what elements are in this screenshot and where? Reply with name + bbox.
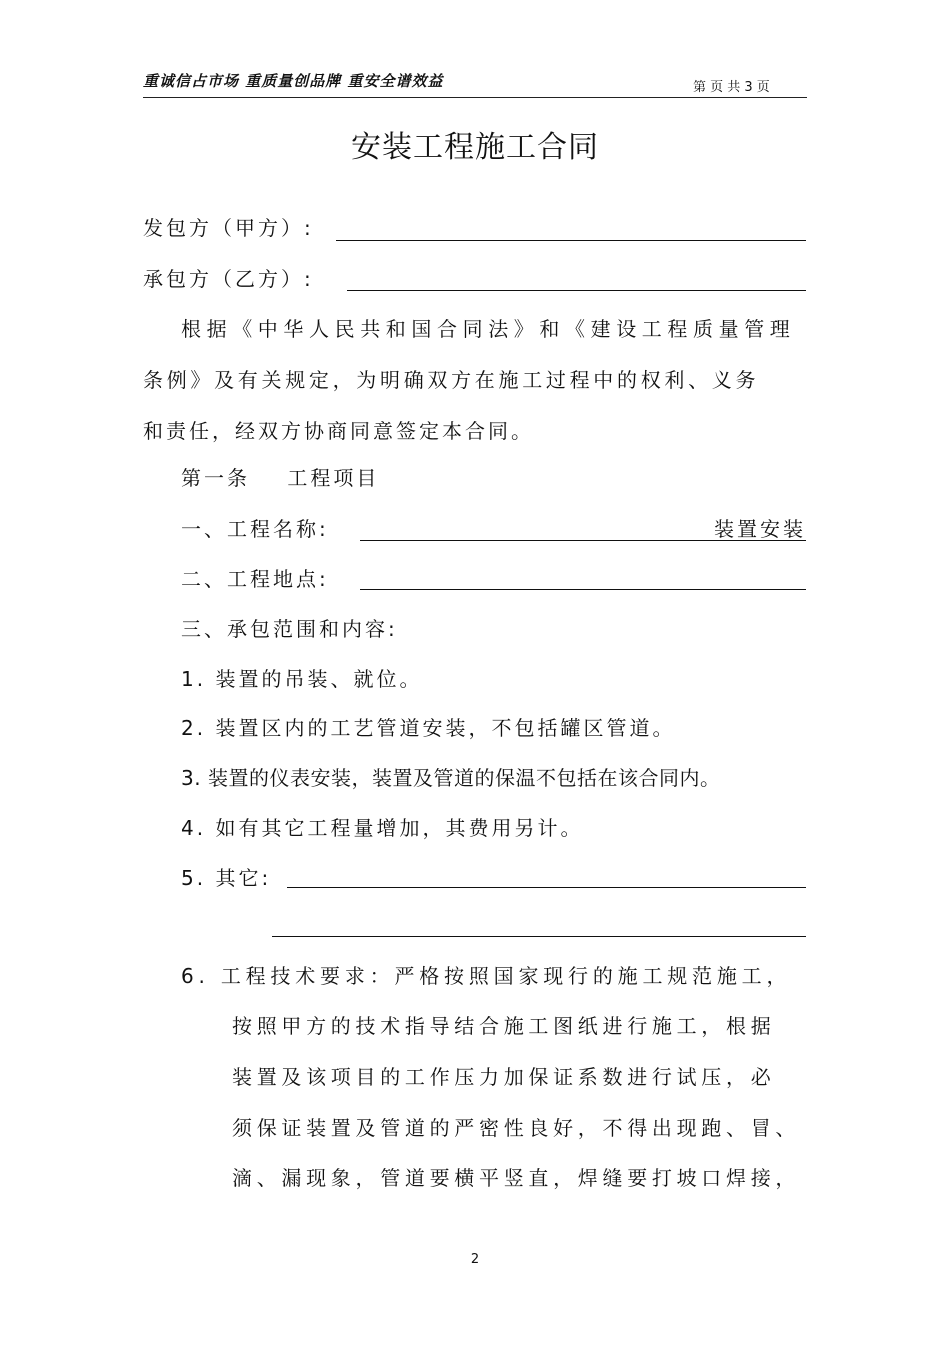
article-1-heading: 第一条 工程项目 [181, 466, 380, 490]
document-title: 安装工程施工合同 [351, 130, 599, 165]
scope-item-3: 3. 装置的仪表安装，装置及管道的保温不包括在该合同内。 [181, 766, 721, 790]
tech-requirements-line-4: 须保证装置及管道的严密性良好，不得出现跑、冒、 [232, 1116, 801, 1140]
scope-item-5-blank [287, 887, 806, 888]
preamble-line-1: 根据《中华人民共和国合同法》和《建设工程质量管理 [181, 317, 796, 341]
tech-requirements-line-1: 6. 工程技术要求：严格按照国家现行的施工规范施工， [181, 964, 792, 988]
scope-item-4: 4. 如有其它工程量增加，其费用另计。 [181, 816, 584, 840]
scope-item-2: 2. 装置区内的工艺管道安装，不包括罐区管道。 [181, 716, 676, 740]
scope-item-1: 1. 装置的吊装、就位。 [181, 667, 423, 691]
tech-requirements-line-3: 装置及该项目的工作压力加保证系数进行试压，必 [232, 1065, 776, 1089]
scope-item-5-blank-2 [272, 936, 806, 937]
header-page-info: 第 页 共 3 页 [693, 80, 770, 95]
preamble-line-2: 条例》及有关规定，为明确双方在施工过程中的权利、义务 [143, 368, 760, 392]
party-a-label: 发包方（甲方）: [143, 216, 314, 240]
project-location-blank [360, 589, 806, 590]
project-name-value: 装置安装 [714, 517, 806, 541]
party-b-label: 承包方（乙方）: [143, 267, 314, 291]
page-number: 2 [470, 1252, 480, 1267]
tech-requirements-line-2: 按照甲方的技术指导结合施工图纸进行施工，根据 [232, 1014, 776, 1038]
party-a-blank [336, 240, 806, 241]
tech-requirements-line-5: 滴、漏现象，管道要横平竖直，焊缝要打坡口焊接， [232, 1166, 801, 1190]
project-name-label: 一、工程名称: [181, 517, 329, 541]
party-b-blank [347, 290, 806, 291]
scope-label: 三、承包范围和内容: [181, 617, 398, 641]
header-divider [143, 97, 807, 98]
scope-item-5: 5. 其它: [181, 866, 272, 890]
project-location-label: 二、工程地点: [181, 567, 329, 591]
header-slogan: 重诚信占市场 重质量创品牌 重安全谱效益 [143, 72, 444, 90]
preamble-line-3: 和责任，经双方协商同意签定本合同。 [143, 419, 534, 443]
